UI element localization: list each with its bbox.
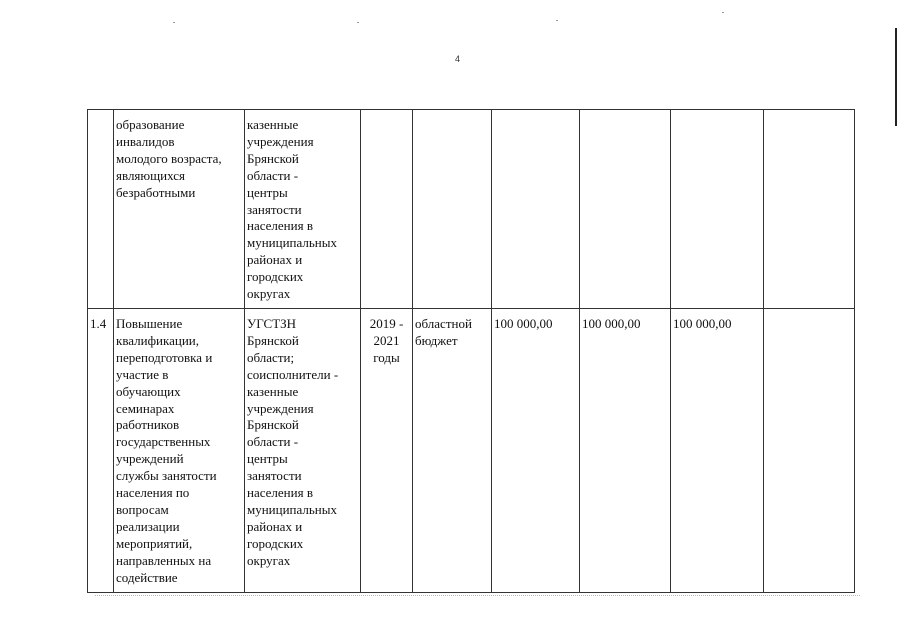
- amount-cell: 100 000,00: [580, 309, 671, 593]
- scan-speck: [357, 22, 359, 23]
- scan-speck: [556, 20, 558, 21]
- scan-speck: [173, 22, 175, 23]
- table-row: [88, 110, 855, 309]
- table-row: [88, 309, 855, 593]
- amount-cell: [671, 110, 764, 309]
- funding-source-cell: [413, 110, 492, 309]
- note-cell: [764, 110, 855, 309]
- activity-cell: Повышение квалификации, переподготовка и участие в обучающих семинарах работников государственных учреждений службы занятости населения по вопросам реализации мероприятий, направленных на содействие: [114, 309, 245, 593]
- funding-source-cell: областной бюджет: [413, 309, 492, 593]
- amount-cell: [580, 110, 671, 309]
- period-cell: 2019 - 2021 годы: [361, 309, 413, 593]
- page-number: 4: [455, 54, 461, 64]
- program-table: [87, 109, 855, 593]
- activity-cell: образование инвалидов молодого возраста, являющихся безработными: [114, 110, 245, 309]
- scan-speck: [722, 12, 724, 13]
- amount-cell: 100 000,00: [492, 309, 580, 593]
- row-number-cell: [88, 110, 114, 309]
- scan-edge-mark: [895, 28, 897, 126]
- row-number-cell: 1.4: [88, 309, 114, 593]
- executor-cell: казенные учреждения Брянской области - центры занятости населения в муниципальных районах и городских округах: [245, 110, 361, 309]
- executor-cell: УГСТЗН Брянской области; соисполнители - казенные учреждения Брянской области - центры занятости населения в муниципальных районах и городских округах: [245, 309, 361, 593]
- amount-cell: 100 000,00: [671, 309, 764, 593]
- note-cell: [764, 309, 855, 593]
- scan-bottom-shadow: [95, 595, 860, 596]
- period-cell: [361, 110, 413, 309]
- amount-cell: [492, 110, 580, 309]
